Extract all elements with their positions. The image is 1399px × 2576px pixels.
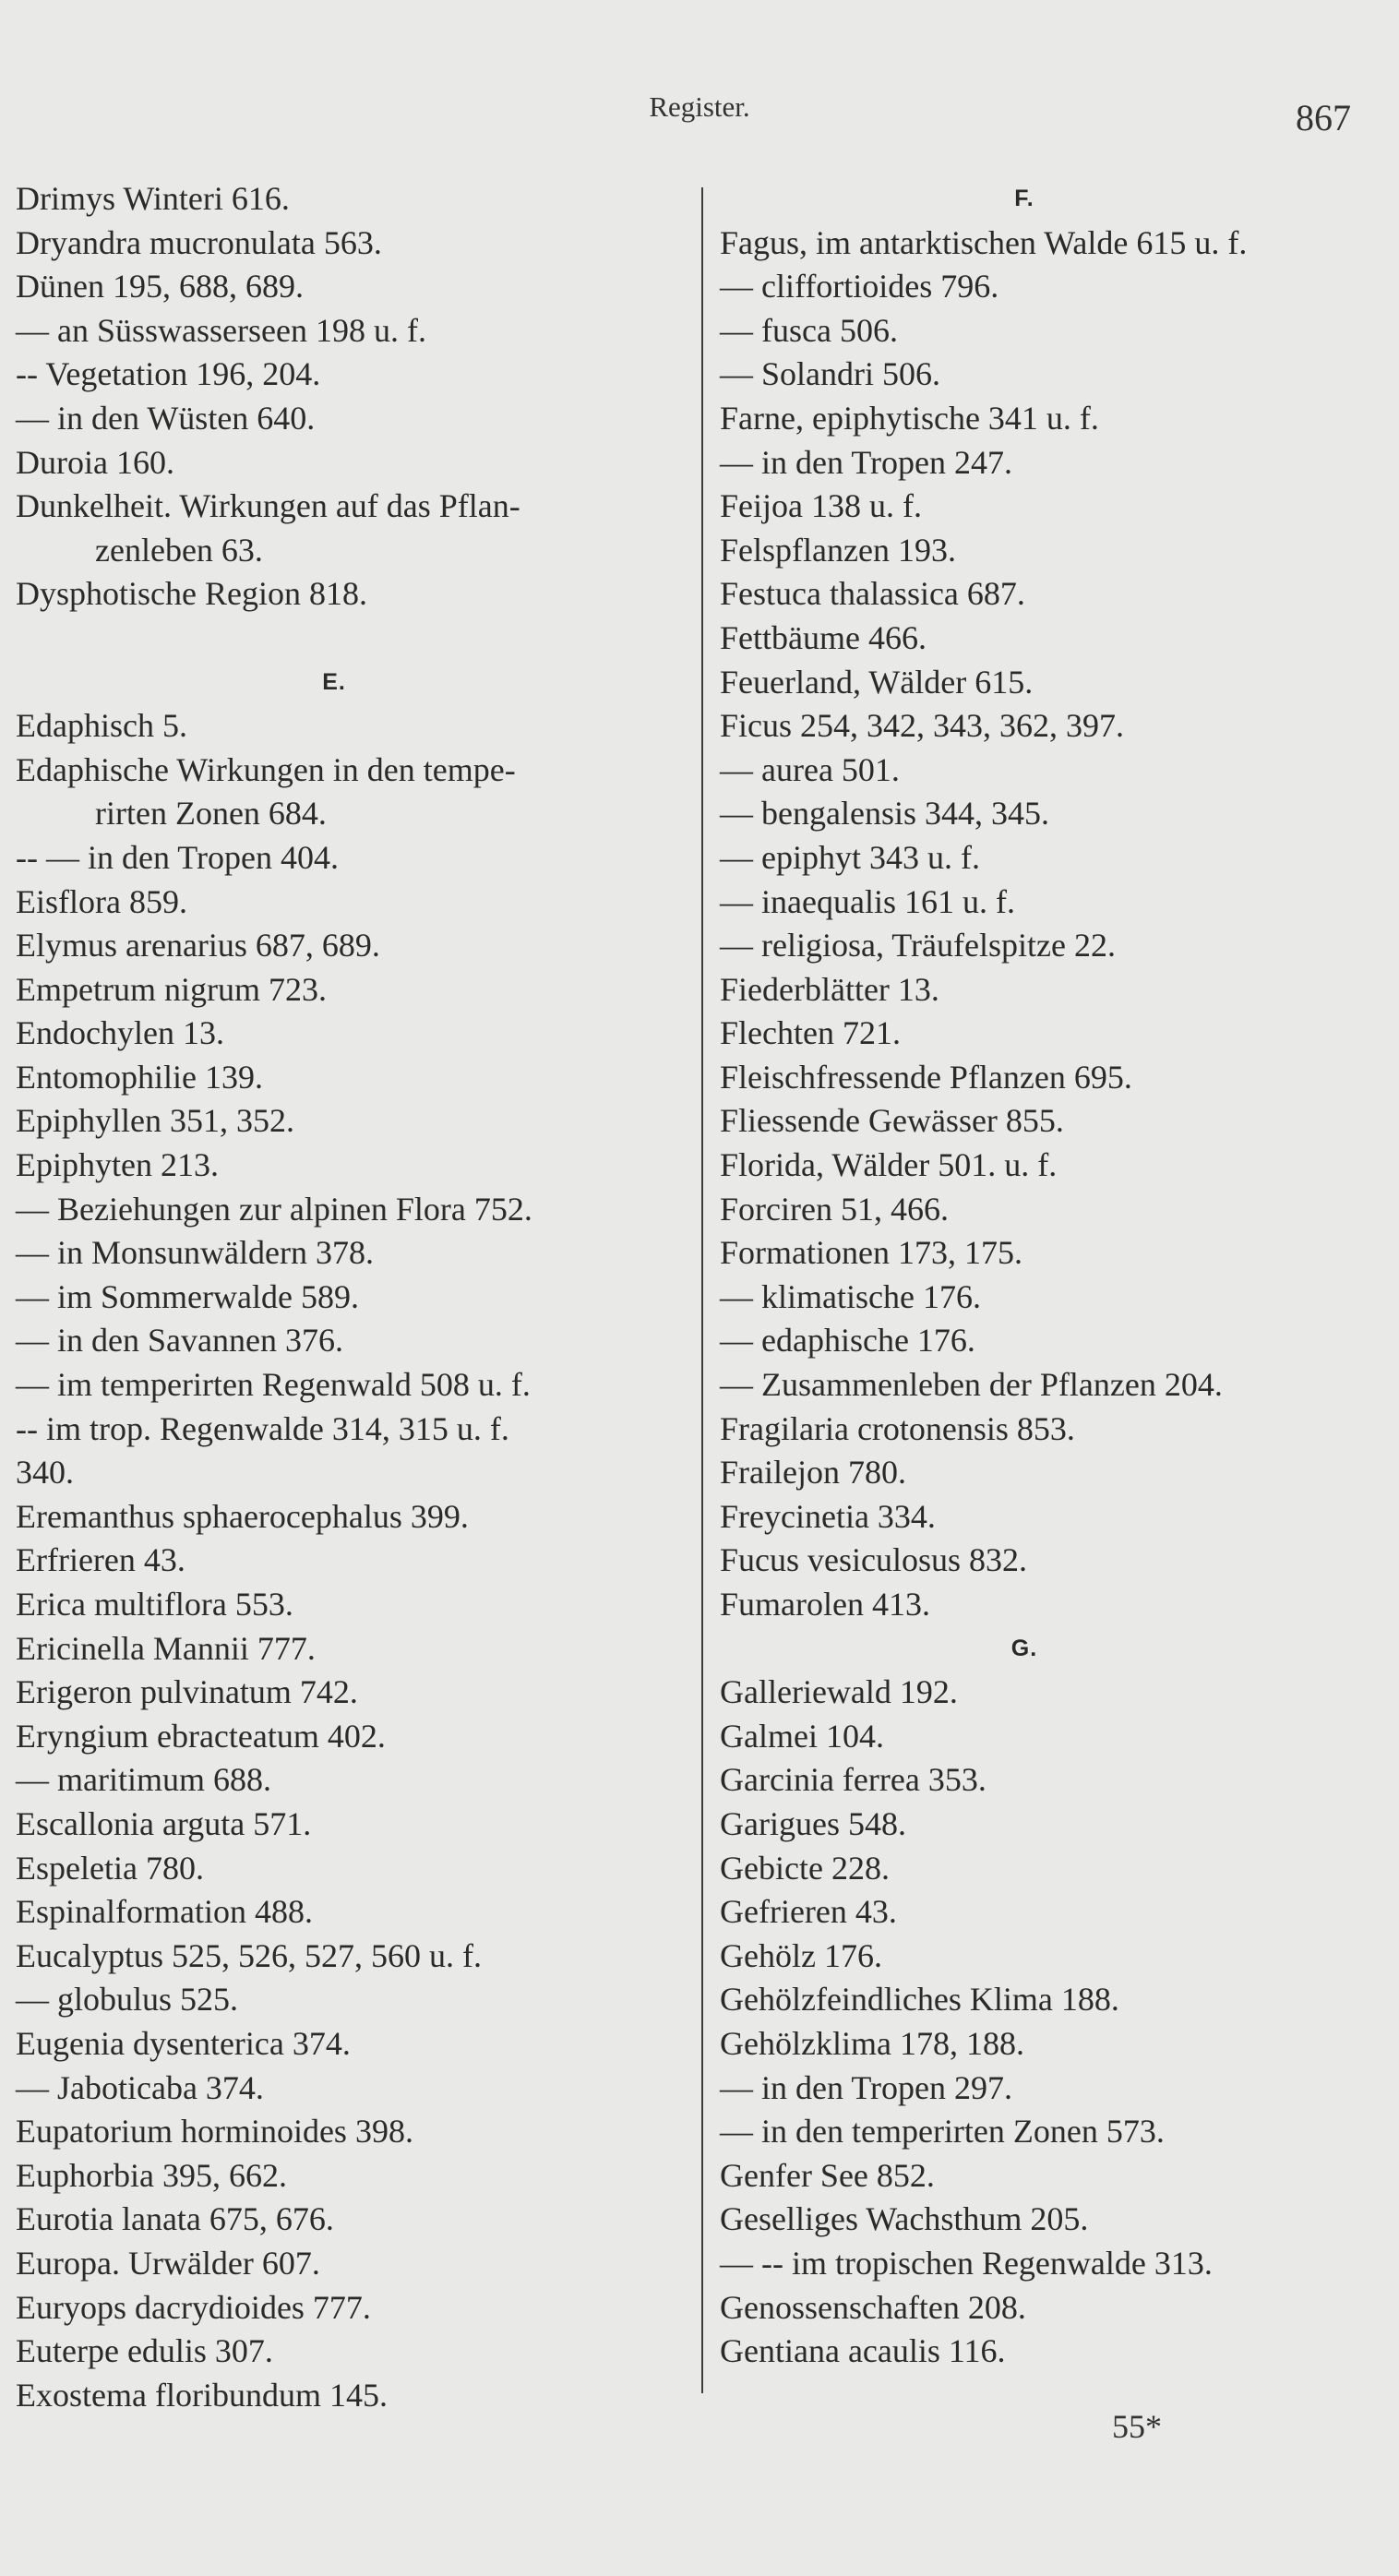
index-entry: Garcinia ferrea 353. xyxy=(720,1761,986,1799)
index-entry: Dunkelheit. Wirkungen auf das Pflan- xyxy=(16,487,520,525)
index-entry: Elymus arenarius 687, 689. xyxy=(16,927,380,965)
index-entry: Geselliges Wachsthum 205. xyxy=(720,2200,1089,2238)
index-entry: Florida, Wälder 501. u. f. xyxy=(720,1146,1058,1184)
index-entry: Erigeron pulvinatum 742. xyxy=(16,1673,358,1711)
index-entry: — cliffortioides 796. xyxy=(720,268,999,306)
index-entry: Gefrieren 43. xyxy=(720,1893,897,1931)
index-entry: Festuca thalassica 687. xyxy=(720,575,1025,613)
section-letter: G. xyxy=(1010,1635,1038,1661)
index-entry: Ficus 254, 342, 343, 362, 397. xyxy=(720,707,1125,745)
index-entry: — Beziehungen zur alpinen Flora 752. xyxy=(16,1190,532,1228)
index-entry: — in den Wüsten 640. xyxy=(16,399,316,437)
index-entry: — globulus 525. xyxy=(16,1981,239,2019)
sheet-signature: 55* xyxy=(1112,2408,1162,2445)
index-entry: Endochylen 13. xyxy=(16,1014,224,1052)
index-entry: Dünen 195, 688, 689. xyxy=(16,268,304,306)
index-column-left xyxy=(16,177,680,2417)
index-entry: Euryops dacrydioides 777. xyxy=(16,2288,371,2326)
index-entry: Eupatorium horminoides 398. xyxy=(16,2113,413,2151)
index-entry: Ericinella Mannii 777. xyxy=(16,1629,316,1667)
index-column-right xyxy=(720,177,1384,2374)
section-letter: F. xyxy=(1014,186,1034,211)
index-entry: — aurea 501. xyxy=(720,750,900,788)
index-entry: — Jaboticaba 374. xyxy=(16,2068,264,2106)
index-entry: Fleischfressende Pflanzen 695. xyxy=(720,1058,1132,1096)
index-entry: -- — in den Tropen 404. xyxy=(16,838,339,876)
index-entry: -- im trop. Regenwalde 314, 315 u. f. xyxy=(16,1409,509,1447)
index-entry: Duroia 160. xyxy=(16,443,174,481)
page-number: 867 xyxy=(1296,97,1351,138)
index-entry: — maritimum 688. xyxy=(16,1761,271,1799)
index-entry-continuation: zenleben 63. xyxy=(95,531,263,569)
index-entry: — -- im tropischen Regenwalde 313. xyxy=(720,2244,1213,2282)
index-entry: — in den Savannen 376. xyxy=(16,1322,343,1360)
index-entry: — in den Tropen 247. xyxy=(720,443,1013,481)
index-entry: Fucus vesiculosus 832. xyxy=(720,1541,1027,1579)
index-entry: Gehölzklima 178, 188. xyxy=(720,2024,1024,2062)
index-entry: — Solandri 506. xyxy=(720,355,940,393)
index-entry: — bengalensis 344, 345. xyxy=(720,795,1049,833)
index-entry: Dysphotische Region 818. xyxy=(16,575,367,613)
index-entry: Frailejon 780. xyxy=(720,1454,906,1492)
section-letter: E. xyxy=(322,668,346,695)
index-entry: Flechten 721. xyxy=(720,1014,901,1052)
index-entry: Eremanthus sphaerocephalus 399. xyxy=(16,1497,469,1535)
index-entry: Felspflanzen 193. xyxy=(720,531,956,569)
index-entry: Galleriewald 192. xyxy=(720,1673,958,1711)
index-entry: Drimys Winteri 616. xyxy=(16,180,290,217)
index-entry: Eurotia lanata 675, 676. xyxy=(16,2200,334,2238)
index-entry: — fusca 506. xyxy=(720,311,898,349)
index-entry: — inaequalis 161 u. f. xyxy=(720,882,1015,920)
index-entry: Fumarolen 413. xyxy=(720,1586,930,1623)
index-entry: Fettbäume 466. xyxy=(720,618,927,656)
index-entry: — klimatische 176. xyxy=(720,1277,981,1315)
index-entry: — im temperirten Regenwald 508 u. f. xyxy=(16,1366,531,1404)
index-entry: Eugenia dysenterica 374. xyxy=(16,2024,351,2062)
index-entry-continuation: rirten Zonen 684. xyxy=(95,795,327,833)
index-entry: — edaphische 176. xyxy=(720,1322,975,1360)
index-entry: Epiphyten 213. xyxy=(16,1146,219,1184)
index-entry: Freycinetia 334. xyxy=(720,1497,936,1535)
index-entry: Feijoa 138 u. f. xyxy=(720,487,922,525)
index-entry: 340. xyxy=(16,1454,74,1492)
index-entry: — in den Tropen 297. xyxy=(720,2068,1013,2106)
index-entry: Galmei 104. xyxy=(720,1717,884,1755)
index-entry: Eisflora 859. xyxy=(16,882,187,920)
index-entry: Edaphische Wirkungen in den tempe- xyxy=(16,750,516,788)
index-entry: Gehölz 176. xyxy=(720,1936,882,1974)
index-entry: Dryandra mucronulata 563. xyxy=(16,223,382,261)
index-entry: — an Süsswasserseen 198 u. f. xyxy=(16,311,426,349)
index-entry: — epiphyt 343 u. f. xyxy=(720,838,980,876)
index-entry: Exostema floribundum 145. xyxy=(16,2376,388,2414)
index-entry: Espinalformation 488. xyxy=(16,1893,313,1931)
index-entry: Gentiana acaulis 116. xyxy=(720,2332,1006,2370)
index-entry: Escallonia arguta 571. xyxy=(16,1804,312,1842)
index-entry: Fragilaria crotonensis 853. xyxy=(720,1409,1075,1447)
index-entry: Fiederblätter 13. xyxy=(720,970,939,1008)
index-entry: Espeletia 780. xyxy=(16,1849,204,1887)
index-entry: — in den temperirten Zonen 573. xyxy=(720,2113,1165,2151)
index-entry: Garigues 548. xyxy=(720,1804,906,1842)
column-divider xyxy=(701,187,703,2393)
index-entry: Erica multiflora 553. xyxy=(16,1586,293,1623)
index-entry: Fliessende Gewässer 855. xyxy=(720,1102,1064,1140)
index-entry: Gebicte 228. xyxy=(720,1849,890,1887)
index-entry: Forciren 51, 466. xyxy=(720,1190,949,1228)
index-entry: Europa. Urwälder 607. xyxy=(16,2244,320,2282)
index-entry: Eucalyptus 525, 526, 527, 560 u. f. xyxy=(16,1936,482,1974)
index-entry: Genfer See 852. xyxy=(720,2156,935,2194)
index-entry: Entomophilie 139. xyxy=(16,1058,263,1096)
index-entry: Formationen 173, 175. xyxy=(720,1234,1022,1272)
index-entry: Erfrieren 43. xyxy=(16,1541,185,1579)
index-entry: Eryngium ebracteatum 402. xyxy=(16,1717,386,1755)
index-entry: — im Sommerwalde 589. xyxy=(16,1277,359,1315)
index-entry: — religiosa, Träufelspitze 22. xyxy=(720,927,1116,965)
index-entry: -- Vegetation 196, 204. xyxy=(16,355,321,393)
index-entry: — Zusammenleben der Pflanzen 204. xyxy=(720,1366,1223,1404)
index-entry: Epiphyllen 351, 352. xyxy=(16,1102,294,1140)
index-entry: Empetrum nigrum 723. xyxy=(16,970,327,1008)
running-header: Register. xyxy=(649,90,750,123)
index-entry: Gehölzfeindliches Klima 188. xyxy=(720,1981,1119,2019)
index-entry: Genossenschaften 208. xyxy=(720,2288,1026,2326)
blank-line xyxy=(16,617,680,661)
index-entry: Euterpe edulis 307. xyxy=(16,2332,273,2370)
index-entry: Farne, epiphytische 341 u. f. xyxy=(720,399,1099,437)
index-entry: Feuerland, Wälder 615. xyxy=(720,663,1034,701)
index-entry: Euphorbia 395, 662. xyxy=(16,2156,287,2194)
index-entry: Edaphisch 5. xyxy=(16,707,187,745)
index-entry: Fagus, im antarktischen Walde 615 u. f. xyxy=(720,223,1248,261)
index-entry: — in Monsunwäldern 378. xyxy=(16,1234,374,1272)
